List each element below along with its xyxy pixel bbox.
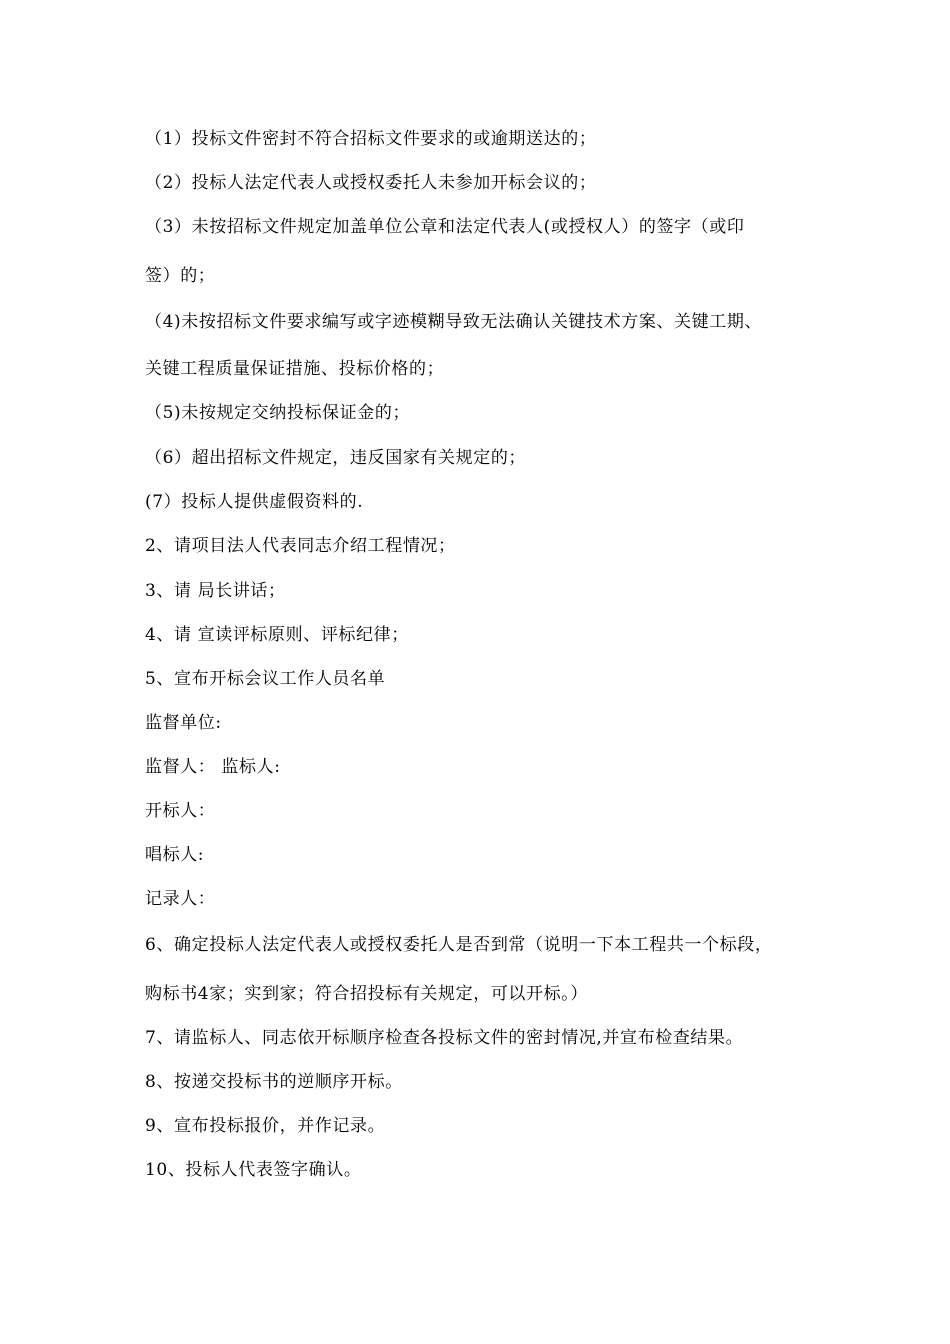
clause-2-line: （2）投标人法定代表人或授权委托人未参加开标会议的； xyxy=(145,173,597,193)
step-10-line: 10、投标人代表签字确认。 xyxy=(145,1160,362,1180)
bid-reader-line: 唱标人: xyxy=(145,845,205,865)
clause-6-line: （6）超出招标文件规定，违反国家有关规定的； xyxy=(145,448,527,468)
clause-7-line: (7）投标人提供虚假资料的. xyxy=(145,492,364,512)
step-9-line: 9、宣布投标报价，并作记录。 xyxy=(145,1116,386,1136)
supervisor-line: 监督人： 监标人: xyxy=(145,757,281,777)
clause-4-line: （4)未按招标文件要求编写或字迹模糊导致无法确认关键技术方案、关键工期、 xyxy=(145,312,763,332)
clause-3-line: （3）未按招标文件规定加盖单位公章和法定代表人(或授权人）的签字（或印 xyxy=(145,217,745,237)
recorder-line: 记录人： xyxy=(145,889,216,909)
bid-opener-line: 开标人： xyxy=(145,801,216,821)
step-6-continued-line: 购标书4家；实到家；符合招投标有关规定，可以开标。） xyxy=(145,984,588,1004)
step-3-line: 3、请 局长讲话； xyxy=(145,581,286,601)
clause-3-continued-line: 签）的； xyxy=(145,266,216,286)
step-8-line: 8、按递交投标书的逆顺序开标。 xyxy=(145,1072,403,1092)
clause-1-line: （1）投标文件密封不符合招标文件要求的或逾期送达的； xyxy=(145,129,597,149)
step-7-line: 7、请监标人、同志依开标顺序检查各投标文件的密封情况,并宣布检查结果。 xyxy=(145,1028,744,1048)
step-6-line: 6、确定投标人法定代表人或授权委托人是否到常（说明一下本工程共一个标段， xyxy=(145,935,773,955)
clause-4-continued-line: 关键工程质量保证措施、投标价格的； xyxy=(145,359,445,379)
step-4-line: 4、请 宣读评标原则、评标纪律； xyxy=(145,625,409,645)
step-5-line: 5、宣布开标会议工作人员名单 xyxy=(145,669,386,689)
step-2-line: 2、请项目法人代表同志介绍工程情况； xyxy=(145,536,456,556)
clause-5-line: （5)未按规定交纳投标保证金的； xyxy=(145,403,411,423)
supervising-unit-line: 监督单位: xyxy=(145,713,222,733)
